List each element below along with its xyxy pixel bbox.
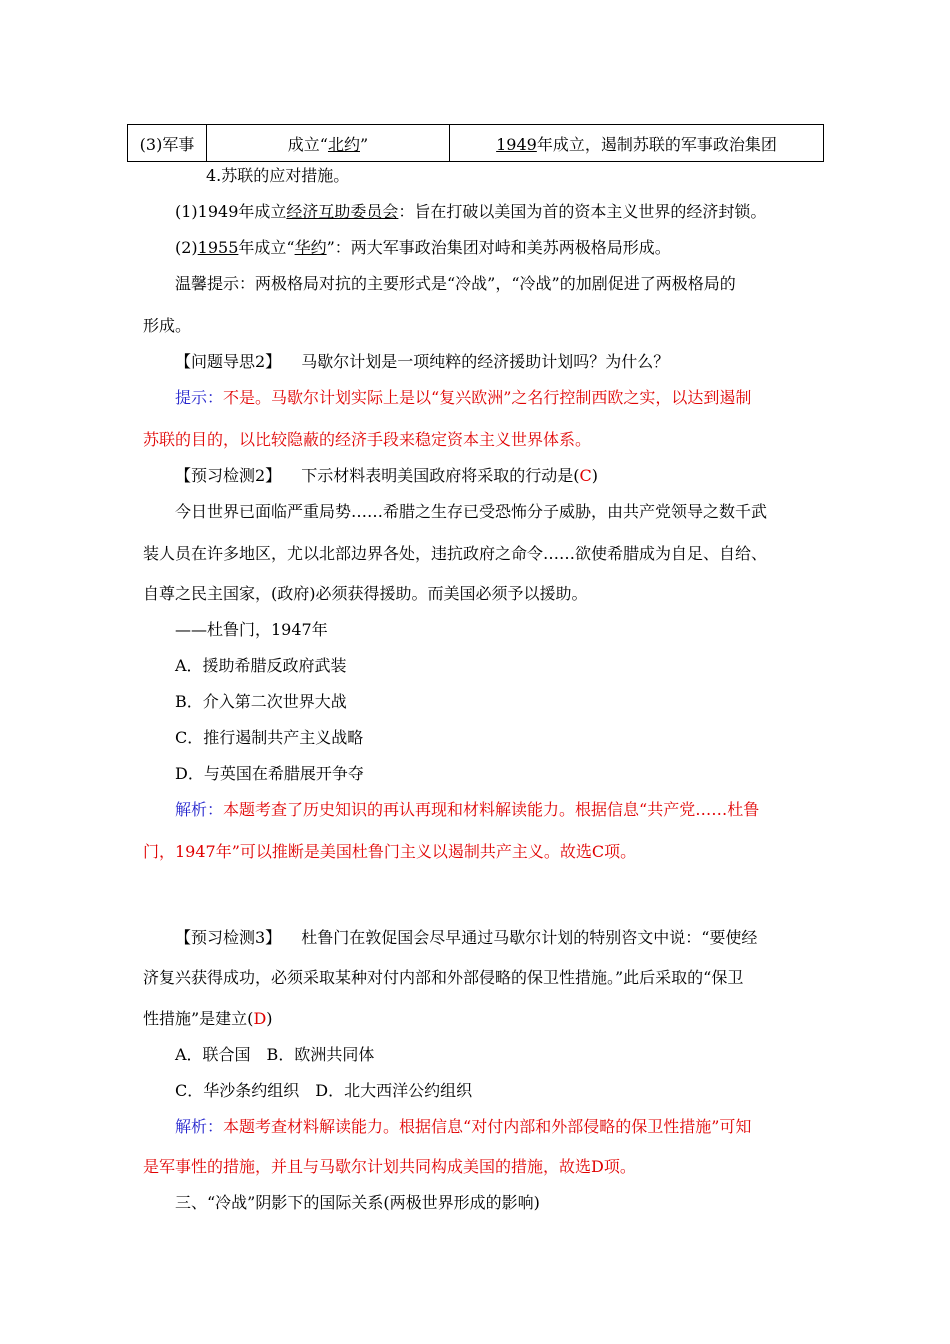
answer-mark: C (579, 466, 592, 485)
preview-check-3-line-3: 性措施”是建立(D) (143, 1009, 273, 1028)
section-4-title: 4.苏联的应对措施。 (206, 166, 350, 185)
hint-line-1: 提示：不是。马歇尔计划实际上是以“复兴欧洲”之名行控制西欧之实，以达到遏制 (175, 388, 752, 407)
table-cell-event: 成立“北约” (207, 125, 450, 162)
option-a: A．援助希腊反政府武装 (175, 656, 347, 675)
section-3-title: 三、“冷战”阴影下的国际关系(两极世界形成的影响) (175, 1193, 540, 1212)
explanation-3-line-2: 是军事性的措施，并且与马歇尔计划共同构成美国的措施，故选D项。 (143, 1157, 636, 1176)
options-cd: C．华沙条约组织 D．北大西洋公约组织 (175, 1081, 473, 1100)
question-guide-2: 【问题导思2】 马歇尔计划是一项纯粹的经济援助计划吗？为什么？ (175, 352, 670, 371)
material-line-1: 今日世界已面临严重局势……希腊之生存已受恐怖分子威胁，由共产党领导之数千武 (175, 502, 768, 521)
table-cell-category: (3)军事 (128, 125, 207, 162)
table-cell-description: 1949年成立，遏制苏联的军事政治集团 (450, 125, 824, 162)
table-row (128, 125, 824, 162)
option-d: D．与英国在希腊展开争夺 (175, 764, 364, 783)
material-line-2: 装人员在许多地区，尤以北部边界各处，违抗政府之命令……欲使希腊成为自足、自给、 (143, 544, 768, 563)
comparison-table (127, 124, 824, 162)
option-b: B．介入第二次世界大战 (175, 692, 347, 711)
option-c: C．推行遏制共产主义战略 (175, 728, 364, 747)
soviet-measure-1: (1)1949年成立经济互助委员会：旨在打破以美国为首的资本主义世界的经济封锁。 (175, 202, 767, 221)
preview-check-3: 【预习检测3】 杜鲁门在敦促国会尽早通过马歇尔计划的特别咨文中说：“要使经 (175, 928, 758, 947)
soviet-measure-2: (2)1955年成立“华约”：两大军事政治集团对峙和美苏两极格局形成。 (175, 238, 671, 257)
preview-check-3-line-2: 济复兴获得成功，必须采取某种对付内部和外部侵略的保卫性措施。”此后采取的“保卫 (143, 968, 744, 987)
material-source: ——杜鲁门，1947年 (175, 620, 328, 639)
explanation-2-line-2: 门，1947年”可以推断是美国杜鲁门主义以遏制共产主义。故选C项。 (143, 842, 637, 861)
options-ab: A．联合国 B．欧洲共同体 (175, 1045, 375, 1064)
explanation-2-line-1: 解析：本题考查了历史知识的再认再现和材料解读能力。根据信息“共产党……杜鲁 (175, 800, 760, 819)
explanation-3-line-1: 解析：本题考查材料解读能力。根据信息“对付内部和外部侵略的保卫性措施”可知 (175, 1117, 752, 1136)
hint-line-2: 苏联的目的，以比较隐蔽的经济手段来稳定资本主义世界体系。 (143, 430, 592, 449)
answer-mark: D (253, 1009, 267, 1028)
material-line-3: 自尊之民主国家，(政府)必须获得援助。而美国必须予以援助。 (143, 584, 588, 603)
preview-check-2: 【预习检测2】 下示材料表明美国政府将采取的行动是(C) (175, 466, 598, 485)
warm-tip-line-1: 温馨提示：两极格局对抗的主要形式是“冷战”，“冷战”的加剧促进了两极格局的 (175, 274, 736, 293)
warm-tip-line-2: 形成。 (143, 316, 192, 335)
